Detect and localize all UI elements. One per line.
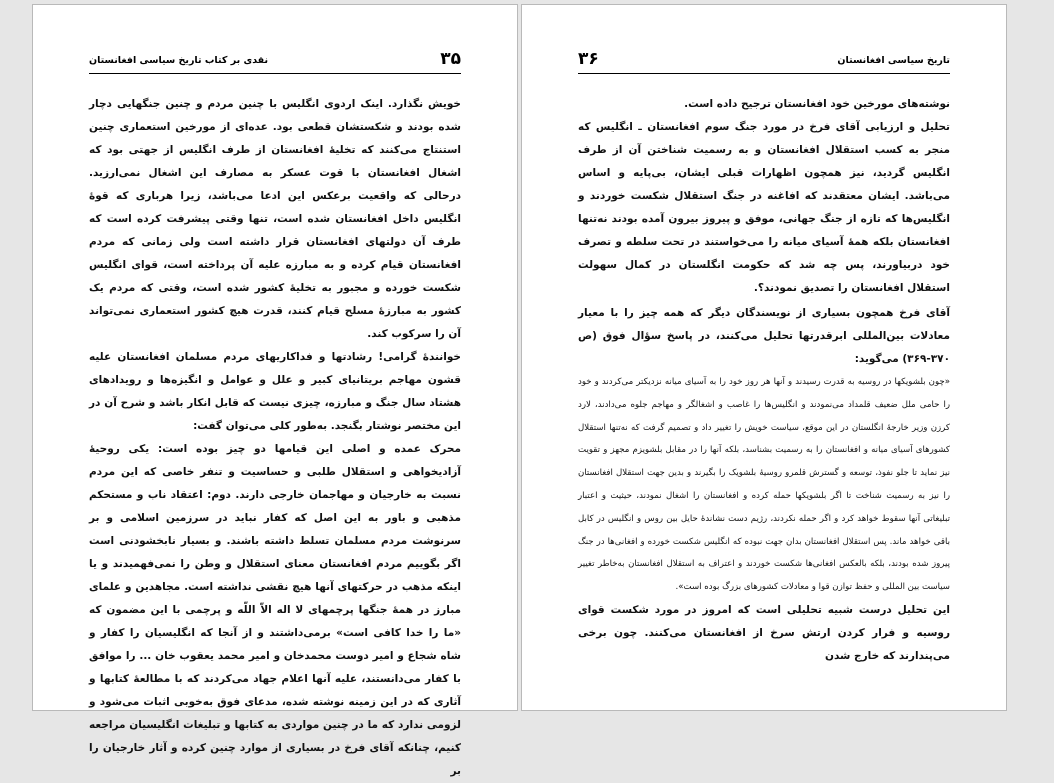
page-body xyxy=(89,93,461,783)
paragraph: محرک عمده و اصلی این قیامها دو چیز بوده است: یکی روحیهٔ آزادیخواهی و استقلال طلبی و حساسیت و تنفر خاصی که این مردم نسبت به خارجیان و مهاجمان خارجی دارند. دوم: اعتقاد ناب و مستحکم مذهبی و باور به این اصل که کفار نباید در سرزمین اسلامی و بر سرنوشت مردم مسلمان تسلط داشته باشند. و بسیار نابخشودنی است اگر بگوییم مردم افغانستان معنای استقلال و وطن را نمی‌فهمیدند و یا اینکه مذهب در حرکتهای آنها هیچ نقشی نداشته است. مجاهدین و علمای مبارز در همهٔ جنگها پرچمهای لا اله الاّ اللّه و پرچمی با این مضمون که «ما را خدا کافی است» برمی‌داشتند و از آنجا که انگلیسیان را کفار و شاه شجاع و امیر دوست محمدخان و امیر محمد یعقوب خان ... را موافق با کفار می‌دانستند، علیه آنها اعلام جهاد می‌کردند که با مطالعهٔ کتابها و آثاری که در این زمینه نوشته شده، مدعای فوق به‌خوبی اثبات می‌شود و لزومی ندارد که ما در چنین مواردی به کتابها و تبلیغات انگلیسیان مراجعه کنیم، چنانکه آقای فرخ در بسیاری از موارد چنین کرده و آثار خارجیان را بر xyxy=(89,443,461,777)
page-body xyxy=(578,93,950,668)
paragraph: این تحلیل درست شبیه تحلیلی است که امروز در مورد شکست قوای روسیه و فرار کردن ارتش سرخ از افغانستان می‌کنند. چون برخی می‌پندارند که خارج شدن xyxy=(578,603,950,662)
paragraph: آقای فرخ همچون بسیاری از نویسندگان دیگر که همه چیز را با معیار معادلات بین‌المللی ابرقدرتها تحلیل می‌کنند، در پاسخ سؤال فوق (ص ۳۷۰-۳۶۹) می‌گوید: xyxy=(578,307,950,365)
paragraph: خوانندهٔ گرامی! رشادتها و فداکاریهای مردم مسلمان افغانستان علیه قشون مهاجم بریتانیای کبیر و علل و عوامل و انگیزه‌ها و رویدادهای هشتاد سال جنگ و مبارزه، چیزی نیست که قابل انکار باشد و شرح آن در این مختصر نوشتار بگنجد. به‌طور کلی می‌توان گفت: xyxy=(89,351,461,432)
page-number: ۳۶ xyxy=(578,49,599,69)
page-header xyxy=(89,49,461,74)
paragraph: تحلیل و ارزیابی آقای فرخ در مورد جنگ سوم افغانستان ـ انگلیس که منجر به کسب استقلال افغانستان و به رسمیت شناختن آن از طرف انگلیس گردید، نیز همچون اظهارات قبلی ایشان، بی‌پایه و اساس می‌باشد. ایشان معتقدند که افاغنه در جنگ استقلال شکست خوردند و انگلیس‌ها که تازه از جنگ جهانی، موفق و پیروز بیرون آمده بودند نه‌تنها افغانستان بلکه همهٔ آسیای میانه را می‌خواستند در تحت سلطه و تصرف خود دربیاورند، پس چه شد که حکومت انگلستان در کمال سهولت استقلال افغانستان را تصدیق نمودند؟. xyxy=(578,121,950,294)
page-number: ۳۵ xyxy=(440,49,461,69)
paragraph: نوشته‌های مورخین خود افغانستان ترجیح داده است. xyxy=(684,98,950,110)
left-page xyxy=(32,4,518,777)
paragraph: خویش نگذارد. اینک اردوی انگلیس با چنین مردم و چنین جنگهایی دچار شده بودند و شکستشان قطعی بود. عده‌ای از مورخین استعماری چنین استنتاج می‌کنند که تخلیهٔ افغانستان از طرف انگلیس از جهتی بود که اشغال افغانستان با قوت عسکر به مصارف این اشغال نمی‌ارزید. درحالی که واقعیت برعکس این ادعا می‌باشد، زیرا هرباری که قوهٔ انگلیس داخل افغانستان شده است، تنها وقتی پیشرفت کرده است که طرف آن دولتهای افغانستان قرار داشته است ولی زمانی که مردم افغانستان قیام کرده و به مبارزه علیه آن پرداخته است، قوای انگلیس شکست خورده و مجبور به تخلیهٔ کشور شده است، وقتی که مردم یک کشور به مبارزهٔ مسلح قیام کنند، قدرت هیچ کشور استعماری نمی‌تواند آن را سرکوب کند. xyxy=(89,98,461,340)
page-header xyxy=(578,49,950,74)
block-quote: «چون بلشویکها در روسیه به قدرت رسیدند و آنها هر روز خود را به آسیای میانه نزدیکتر می‌کردند و خود را حامی ملل ضعیف قلمداد می‌نمودند و انگلیس‌ها را غاصب و اشغالگر و مهاجم جلوه می‌دادند، لارد کرزن وزیر خارجهٔ انگلستان در این موقع، سیاست خویش را تغییر داد و تصمیم گرفت که نه‌تنها استقلال کشورهای آسیای میانه و افغانستان را به رسمیت بشناسد، بلکه آنها را در مقابل بلشویزم مجهز و تقویت نیز نماید تا جلو نفوذ، توسعه و گسترش قلمرو روسیهٔ بلشویک را بگیرند و بدین جهت استقلال افغانستان را نیز به رسمیت شناخت تا اگر بلشویکها حمله کرده و افغانستان را اشغال نمودند، حیثیت و اعتبار تبلیغاتی آنها سقوط خواهد کرد و اگر حمله نکردند، رژیم دست نشاندهٔ حایل بین روس و انگلیس در کابل باقی خواهد ماند. پس استقلال افغانستان بدان جهت نبوده که انگلیس شکست خورده و افغانی‌ها در جنگ پیروز شده بودند، بلکه بالعکس افغانی‌ها شکست خوردند و اعتراف به استقلال افغانستان به‌خاطر تغییر سیاست بین المللی و حفظ توازن قوا و معادلات کشورهای بزرگ بوده است». xyxy=(578,377,950,593)
running-title: تاریخ سیاسی افغانستان xyxy=(837,55,950,66)
running-title: نقدی بر کتاب تاریخ سیاسی افغانستان xyxy=(89,55,269,66)
right-page xyxy=(521,4,1007,711)
